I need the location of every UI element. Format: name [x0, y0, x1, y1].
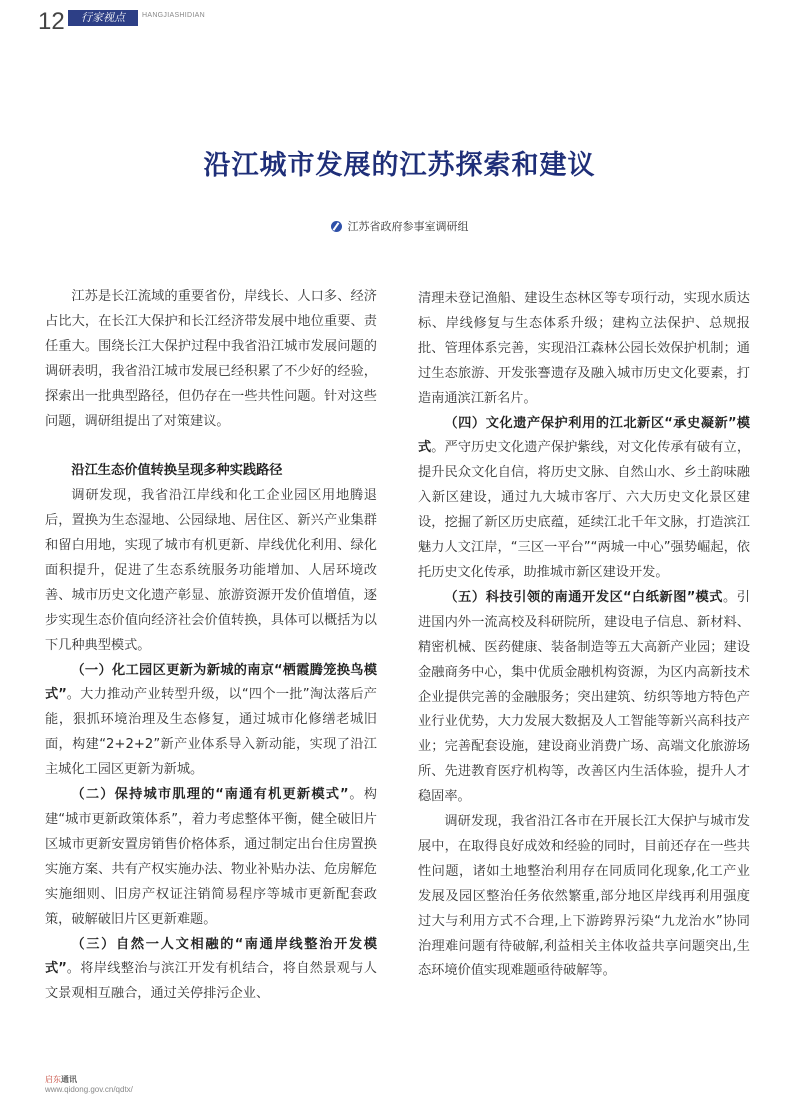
mode1-lead: （一）化工园区更新为新城的南京“栖霞腾笼换鸟模式”	[45, 662, 377, 703]
intro-paragraph: 江苏是长江流域的重要省份，岸线长、人口多、经济占比大，在长江大保护和长江经济带发展中地位重要、责任重大。围绕长江大保护过程中我省沿江城市发展问题的调研表明，我省沿江城市发展已经积累了不少好的经验，探索出一批典型路径，但仍存在一些共性问题。针对这些问题，调研组提出了对策建议。	[45, 289, 377, 429]
mode3-paragraph	[45, 933, 377, 1008]
mode4-paragraph	[418, 412, 750, 586]
page-number: 12	[38, 8, 65, 35]
pen-icon	[331, 221, 342, 232]
mode1-text: 。大力推动产业转型升级，以“四个一批”淘汰落后产能，狠抓环境治理及生态修复，通过城市化修缮老城旧面，构建“2+2+2”新产业体系导入新动能，实现了沿江主城化工园区更新为新城。	[45, 687, 377, 778]
column-label: 行家视点	[68, 10, 138, 26]
mode4-lead: （四）文化遗产保护利用的江北新区“承史凝新”模式	[418, 415, 750, 456]
mode2-lead: （二）保持城市肌理的“南通有机更新模式”	[71, 787, 349, 803]
section-heading: 沿江生态价值转换呈现多种实践路径	[71, 463, 283, 479]
section-paragraph: 调研发现，我省沿江岸线和化工企业园区用地腾退后，置换为生态湿地、公园绿地、居住区、新兴产业集群和留白用地，实现了城市有机更新、岸线优化利用、绿化面积提升，促进了生态系统服务功能增加、人居环境改善、城市历史文化遗产彰显、旅游资源开发价值增值，逐步实现生态价值向经济社会价值转换，具体可以概括为以下几种典型模式。	[45, 488, 377, 653]
footer-url: www.qidong.gov.cn/qdtx/	[45, 1085, 133, 1094]
mode5-lead: （五）科技引领的南通开发区“白纸新图”模式	[444, 589, 724, 605]
author: 江苏省政府参事室调研组	[347, 220, 469, 233]
left-column	[45, 285, 377, 1007]
mode5-text: 。引进国内外一流高校及科研院所，建设电子信息、新材料、精密机械、医药健康、装备制造等五大高新产业园；建设金融商务中心，集中优质金融机构资源，为区内高新技术企业提供完善的金融服务；突出建筑、纺织等地方特色产业行业优势，大力发展大数据及人工智能等新兴高科技产业；完善配套设施，建设商业消费广场、高端文化旅游场所、先进教育医疗机构等，改善区内生活体验，提升人才稳固率。	[418, 589, 750, 805]
right-column	[418, 287, 750, 984]
publication-name	[45, 1074, 77, 1085]
mode5-paragraph	[418, 586, 750, 810]
article-title: 沿江城市发展的江苏探索和建议	[203, 150, 596, 181]
mode2-text: 。构建“城市更新政策体系”，着力考虑整体平衡，健全破旧片区城市更新安置房销售价格体系，通过制定出台住房置换实施方案、共有产权实施办法、物业补贴办法、危房解危实施细则、旧房产权证注销简易程序等城市更新配套政策，破解破旧片区更新难题。	[45, 787, 377, 927]
byline	[0, 218, 799, 234]
publication-red: 启东	[45, 1075, 61, 1084]
mode1-paragraph	[45, 659, 377, 784]
publication-grey: 通讯	[61, 1075, 77, 1084]
mode2-paragraph	[45, 783, 377, 932]
mode4-text: 。严守历史文化遗产保护紫线，对文化传承有破有立，提升民众文化自信，将历史文脉、自然山水、乡土韵味融入新区建设，通过九大城市客厅、六大历史文化景区建设，挖掘了新区历史底蕴，延续江北千年文脉，打造滨江魅力人文江岸，“三区一平台”“两城一中心”强势崛起，依托历史文化传承，助推城市新区建设开发。	[418, 440, 751, 580]
closing-paragraph: 调研发现，我省沿江各市在开展长江大保护与城市发展中，在取得良好成效和经验的同时，目前还存在一些共性问题，诸如土地整治利用存在同质同化现象,化工产业发展及园区整治任务依然繁重,部分地区岸线再利用强度过大与利用方式不合理,上下游跨界污染“九龙治水”协同治理难问题有待破解,利益相关主体收益共享问题突出,生态环境价值实现难题亟待破解等。	[418, 814, 750, 979]
continued-paragraph: 清理未登记渔船、建设生态林区等专项行动，实现水质达标、岸线修复与生态体系升级；建构立法保护、总规报批、管理体系完善，实现沿江森林公园长效保护机制；通过生态旅游、开发张謇遗存及融入城市历史文化要素，打造南通滨江新名片。	[418, 291, 750, 406]
mode3-text: 。将岸线整治与滨江开发有机结合，将自然景观与人文景观相互融合，通过关停排污企业、	[45, 961, 377, 1002]
column-pinyin: HANGJIASHIDIAN	[142, 12, 205, 19]
mode3-lead: （三）自然一人文相融的“南通岸线整治开发模式”	[45, 936, 377, 977]
